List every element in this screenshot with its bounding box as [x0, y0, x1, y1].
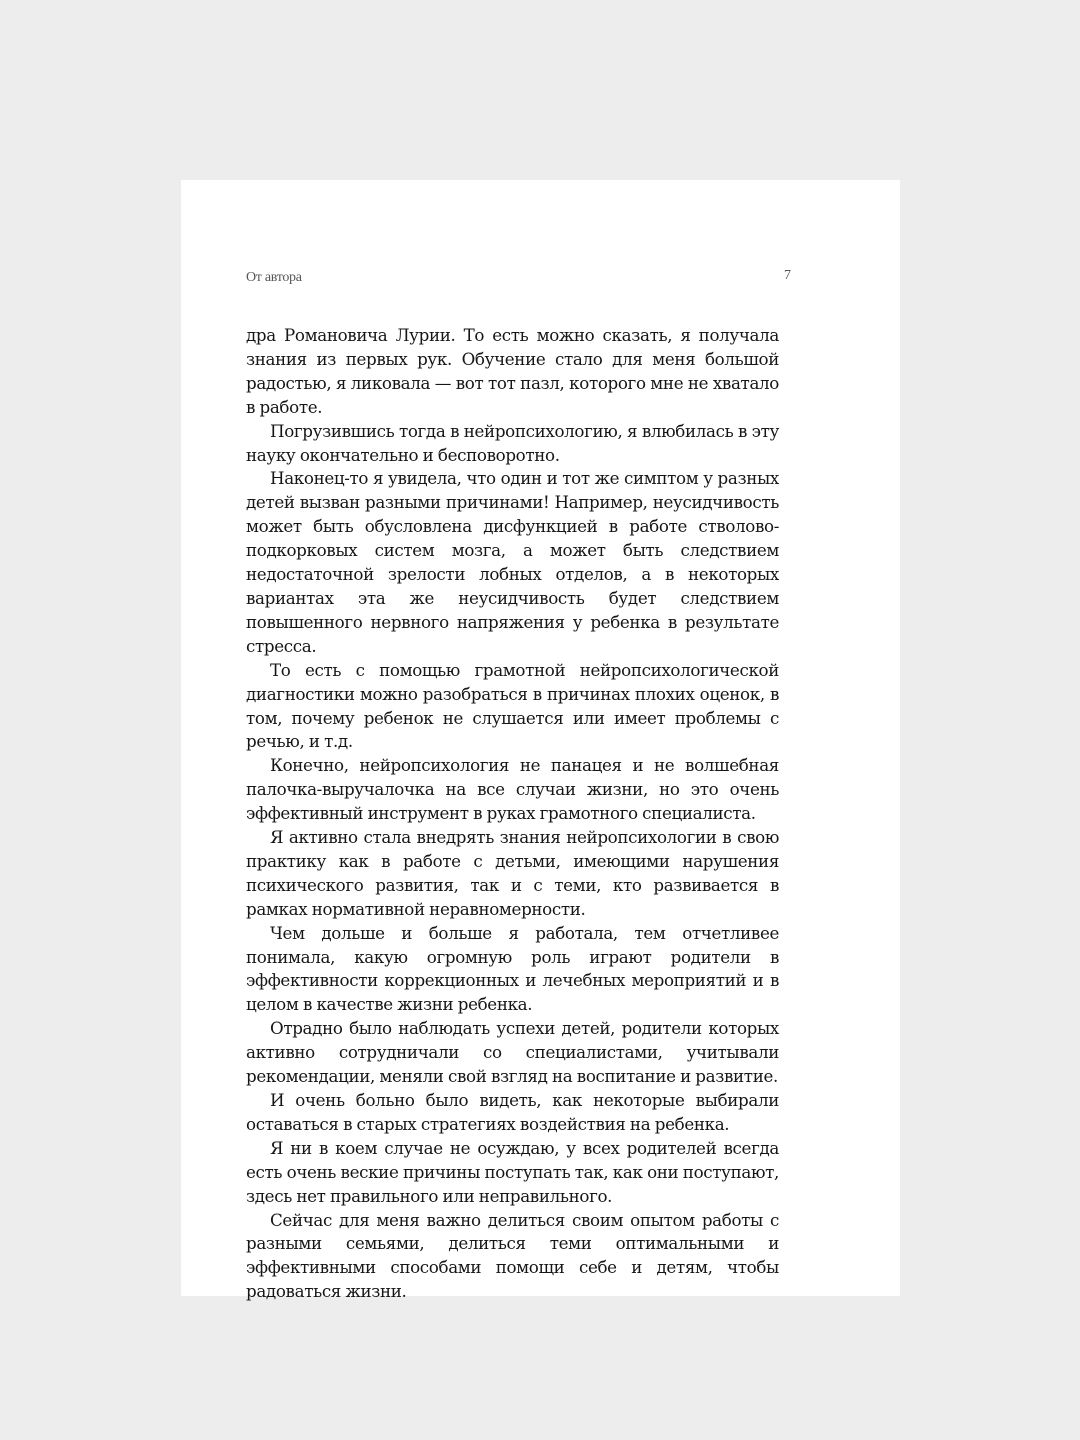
book-page	[181, 180, 900, 1302]
paragraph: дра Романовича Лурии. То есть можно сказать, я получала знания из первых рук. Обучение стало для меня большой радостью, я ликовала — вот тот пазл, которого мне не хватало в работе.	[246, 325, 779, 417]
paragraph: Конечно, нейропсихология не панацея и не волшебная палочка-выручалочка на все случаи жизни, но это очень эффективный инструмент в руках грамотного специалиста.	[246, 755, 779, 824]
running-title: От автора	[246, 270, 302, 285]
paragraph: Я активно стала внедрять знания нейропсихологии в свою практику как в работе с детьми, имеющими нарушения психического развития, так и с теми, кто развивается в рамках нормативной неравномерности.	[246, 827, 779, 919]
paragraph: Сейчас для меня важно делиться своим опытом работы с разными семьями, делиться теми оптимальными и эффективными способами помощи себе и детям, чтобы радоваться жизни.	[246, 1209, 779, 1302]
paragraph: И очень больно было видеть, как некоторые выбирали оставаться в старых стратегиях воздействия на ребенка.	[246, 1090, 779, 1134]
paragraph: То есть с помощью грамотной нейропсихологической диагностики можно разобраться в причинах плохих оценок, в том, почему ребенок не слушается или имеет проблемы с речью, и т.д.	[246, 659, 779, 752]
paragraph: Я ни в коем случае не осуждаю, у всех родителей всегда есть очень веские причины поступать так, как они поступают, здесь нет правильного или неправильного.	[246, 1137, 779, 1206]
paragraph: Чем дольше и больше я работала, тем отчетливее понимала, какую огромную роль играют родители в эффективности коррекционных и лечебных мероприятий и в целом в качестве жизни ребенка.	[246, 922, 779, 1015]
page-header	[246, 270, 791, 294]
paragraph: Отрадно было наблюдать успехи детей, родители которых активно сотрудничали со специалистами, учитывали рекомендации, меняли свой взгляд на воспитание и развитие.	[246, 1018, 779, 1087]
paragraph: Погрузившись тогда в нейропсихологию, я влюбилась в эту науку окончательно и бесповоротно.	[246, 420, 779, 465]
body-text	[246, 324, 779, 1304]
page-number: 7	[784, 268, 791, 283]
paragraph: Наконец-то я увидела, что один и тот же симптом у разных детей вызван разными причинами! Например, неусидчивость может быть обусловлена дисфункцией в работе стволово-подкорковых систем мозга, а может быть следствием недостаточной зрелости лобных отделов, а в некоторых вариантах эта же неусидчивость будет следствием повышенного нервного напряжения у ребенка в результате стресса.	[246, 468, 779, 656]
